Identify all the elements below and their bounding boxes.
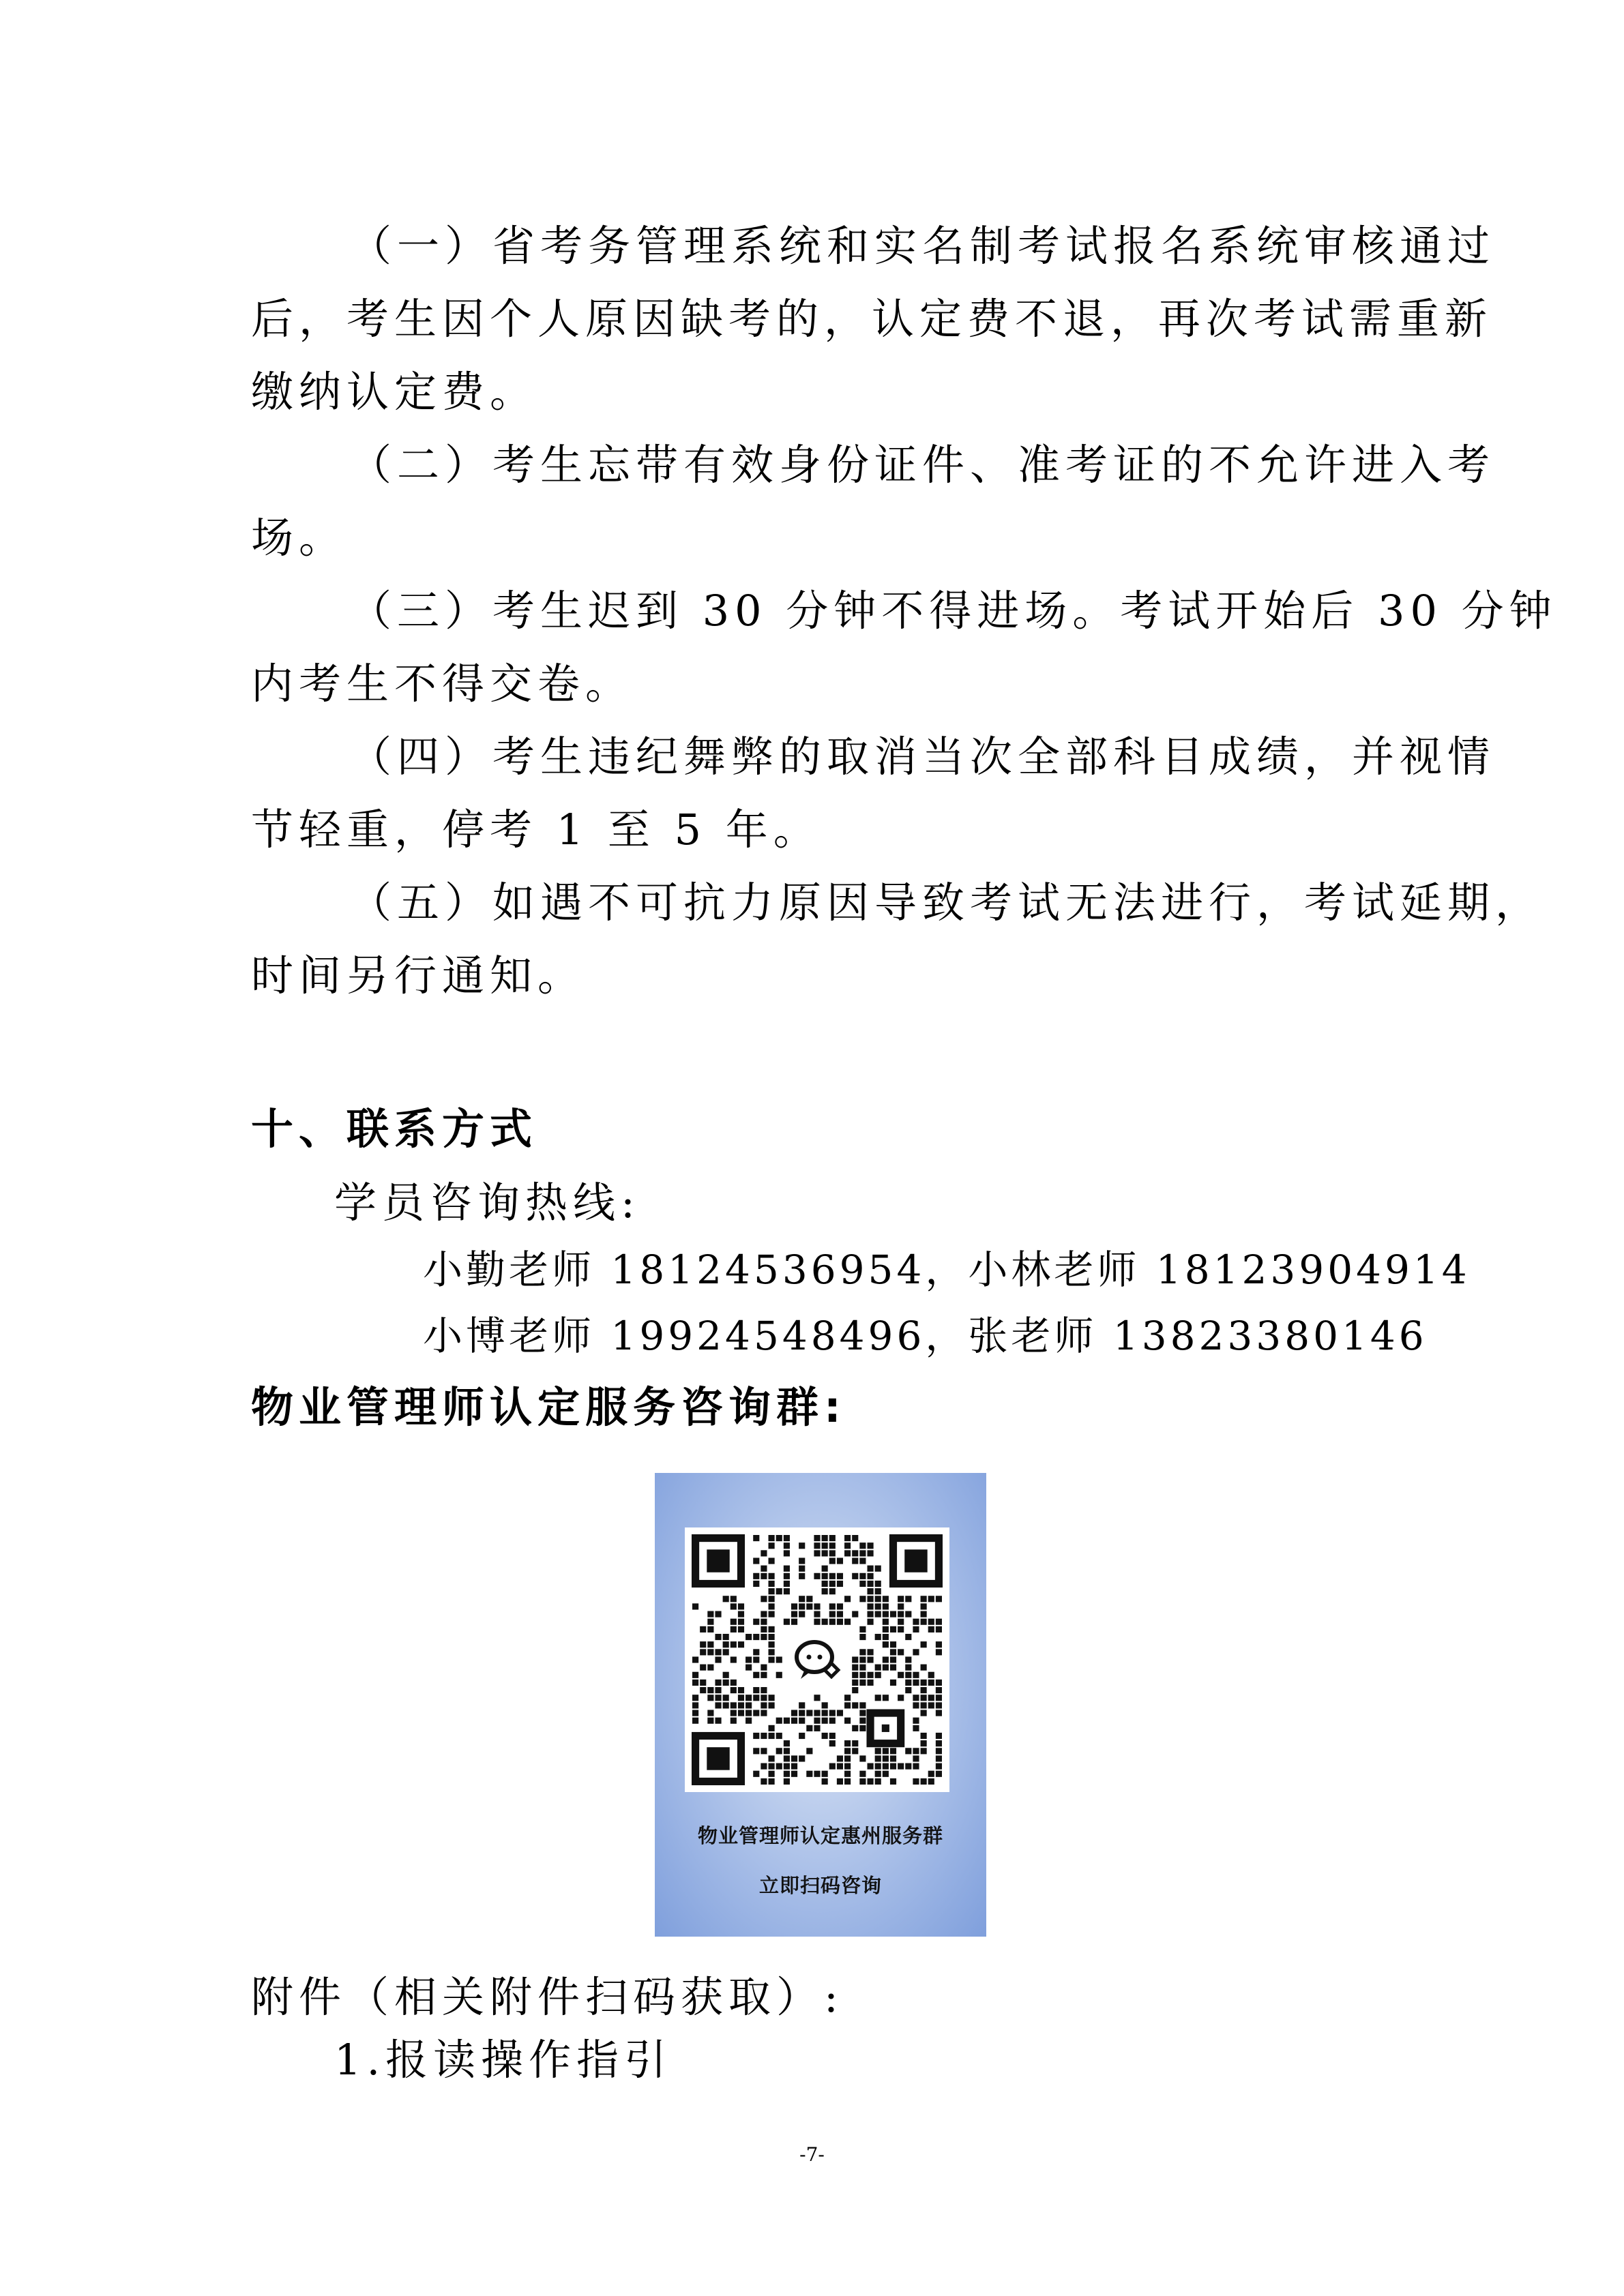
rule-4-line-1: （四）考生违纪舞弊的取消当次全部科目成绩，并视情 — [349, 732, 1496, 781]
wechat-chat-bubble-icon — [784, 1627, 850, 1693]
contact-heading: 十、联系方式 — [251, 1104, 538, 1154]
qr-code[interactable] — [685, 1527, 949, 1792]
hotline-line-1: 小勤老师 18124536954，小林老师 18123904914 — [423, 1247, 1471, 1293]
service-group-heading: 物业管理师认定服务咨询群: — [251, 1382, 846, 1432]
rule-2-line-1: （二）考生忘带有效身份证件、准考证的不允许进入考 — [349, 440, 1496, 490]
page-number: -7- — [799, 2143, 825, 2166]
rule-3-line-2: 内考生不得交卷。 — [251, 659, 634, 709]
hotline-label: 学员咨询热线: — [334, 1178, 640, 1227]
qr-caption-title: 物业管理师认定惠州服务群 — [697, 1824, 943, 1847]
rule-5-line-1: （五）如遇不可抗力原因导致考试无法进行，考试延期， — [349, 878, 1544, 927]
rule-4-line-2: 节轻重，停考 1 至 5 年。 — [251, 805, 821, 854]
rule-1-line-3: 缴纳认定费。 — [251, 367, 538, 417]
rule-1-line-1: （一）省考务管理系统和实名制考试报名系统审核通过 — [349, 221, 1496, 271]
attachments-label: 附件（相关附件扫码获取）: — [251, 1972, 844, 2022]
rule-1-line-2: 后，考生因个人原因缺考的，认定费不退，再次考试需重新 — [251, 294, 1493, 344]
rule-5-line-2: 时间另行通知。 — [251, 951, 586, 1000]
attachment-item-1: 1.报读操作指引 — [334, 2035, 673, 2085]
qr-code-card — [655, 1473, 986, 1937]
hotline-line-2: 小博老师 19924548496，张老师 13823380146 — [423, 1313, 1428, 1359]
qr-caption-action: 立即扫码咨询 — [758, 1874, 882, 1897]
rule-2-line-2: 场。 — [251, 513, 347, 563]
rule-3-line-1: （三）考生迟到 30 分钟不得进场。考试开始后 30 分钟 — [349, 586, 1557, 636]
